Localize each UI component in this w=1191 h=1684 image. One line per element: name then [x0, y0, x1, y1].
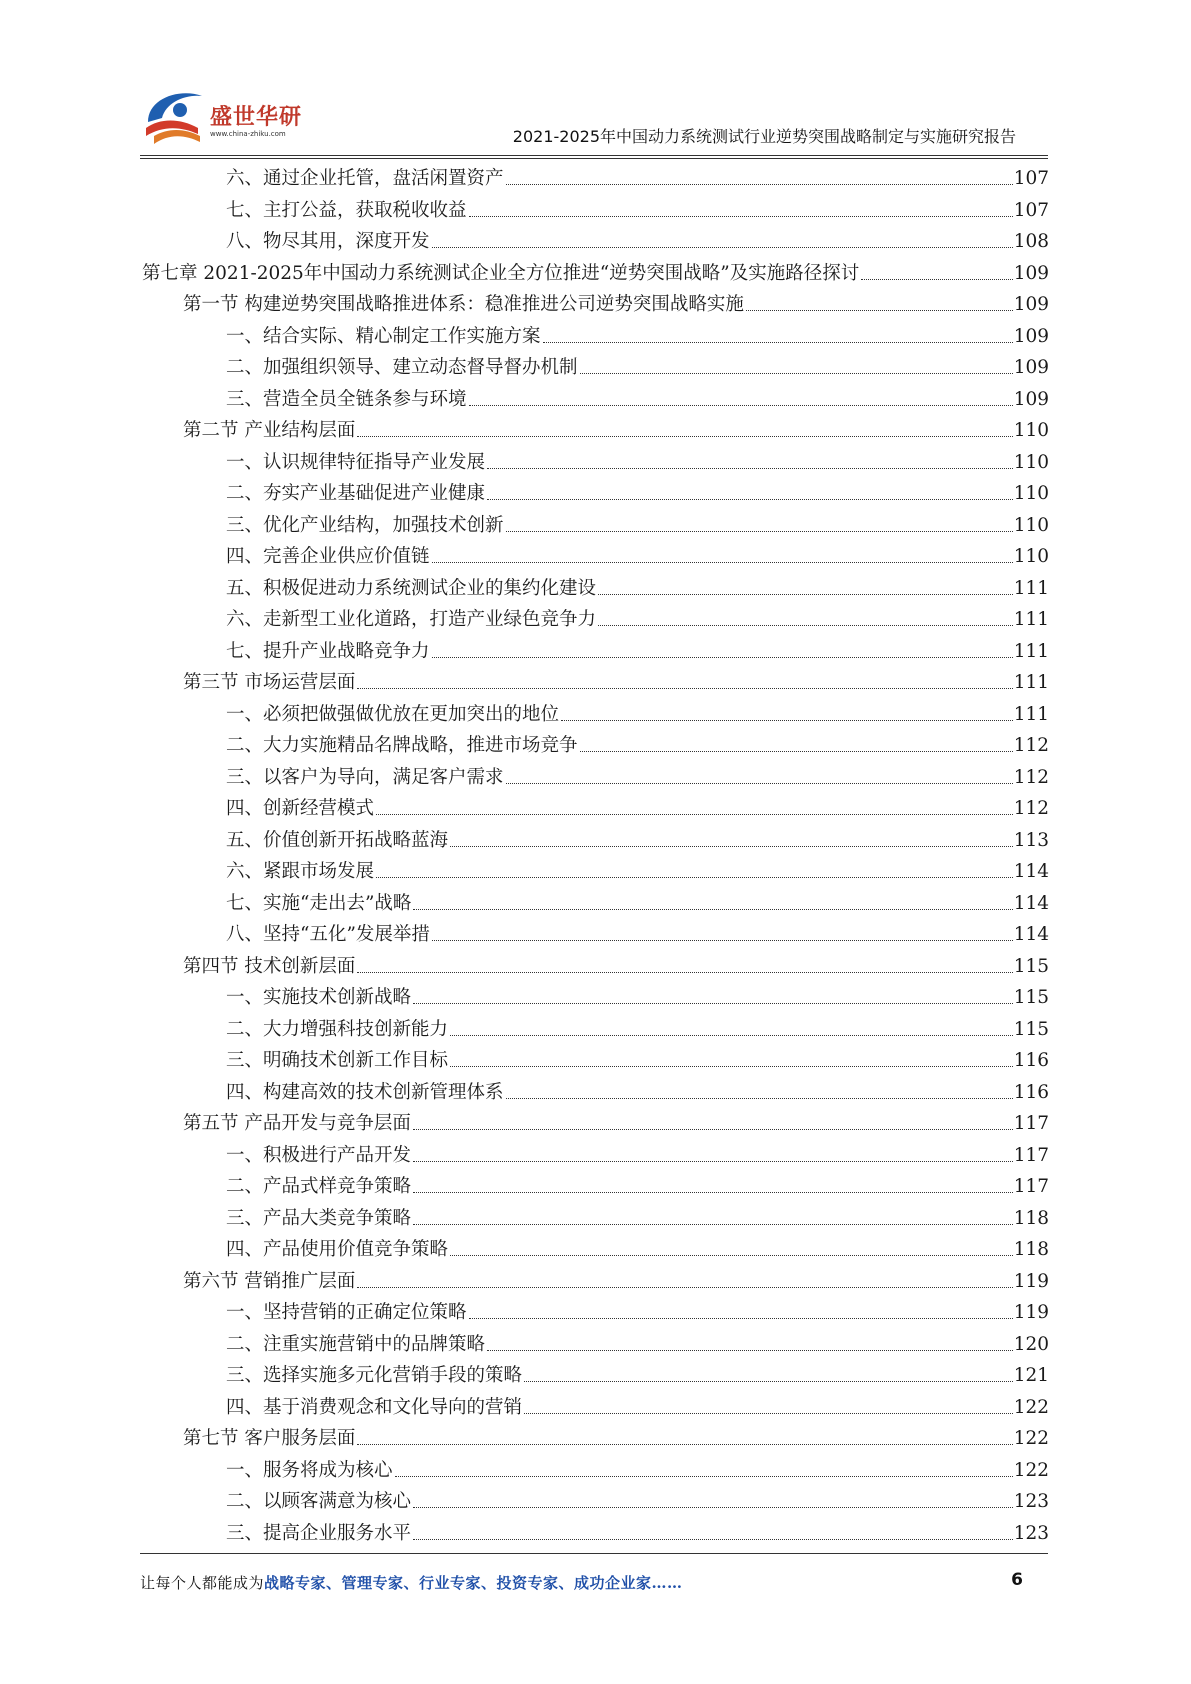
- toc-entry[interactable]: [183, 412, 1049, 442]
- toc-entry-page: 107: [1013, 199, 1049, 221]
- toc-leader-dots: [506, 531, 1013, 532]
- toc-entry[interactable]: [226, 223, 1049, 253]
- toc-entry[interactable]: [226, 318, 1049, 348]
- toc-entry-page: 123: [1013, 1522, 1049, 1544]
- toc-entry-page: 118: [1013, 1207, 1049, 1229]
- toc-entry-label: 三、优化产业结构，加强技术创新: [226, 514, 504, 536]
- toc-entry[interactable]: [226, 1137, 1049, 1167]
- toc-entry-label: 三、以客户为导向，满足客户需求: [226, 766, 504, 788]
- toc-leader-dots: [357, 688, 1012, 689]
- toc-entry[interactable]: [183, 664, 1049, 694]
- toc-entry-label: 一、坚持营销的正确定位策略: [226, 1302, 467, 1323]
- toc-entry[interactable]: [226, 916, 1049, 946]
- toc-leader-dots: [580, 373, 1013, 374]
- toc-entry-page: 111: [1013, 609, 1049, 630]
- toc-entry-label: 一、必须把做强做优放在更加突出的地位: [226, 703, 560, 725]
- toc-leader-dots: [861, 279, 1012, 280]
- toc-leader-dots: [487, 499, 1013, 500]
- toc-entry-page: 110: [1013, 451, 1049, 473]
- toc-leader-dots: [432, 562, 1013, 563]
- toc-leader-dots: [357, 1287, 1012, 1288]
- toc-entry[interactable]: [183, 1105, 1049, 1135]
- toc-entry-page: 122: [1013, 1428, 1049, 1449]
- toc-entry-label: 三、产品大类竞争策略: [226, 1207, 412, 1229]
- toc-leader-dots: [469, 1318, 1013, 1319]
- toc-entry-label: 五、价值创新开拓战略蓝海: [226, 829, 449, 851]
- toc-entry[interactable]: [226, 192, 1049, 222]
- toc-entry[interactable]: [226, 759, 1049, 789]
- toc-entry-label: 七、主打公益，获取税收收益: [226, 199, 467, 221]
- toc-entry-page: 112: [1013, 798, 1049, 819]
- toc-entry[interactable]: [226, 1011, 1049, 1041]
- toc-entry[interactable]: [226, 727, 1049, 757]
- toc-entry-page: 115: [1013, 987, 1049, 1008]
- toc-entry[interactable]: [226, 790, 1049, 820]
- toc-entry-label: 六、通过企业托管，盘活闲置资产: [226, 168, 504, 189]
- toc-entry-page: 116: [1013, 1050, 1049, 1071]
- toc-entry-label: 一、实施技术创新战略: [226, 987, 412, 1008]
- toc-entry-label: 六、紧跟市场发展: [226, 861, 375, 882]
- toc-leader-dots: [543, 342, 1013, 343]
- toc-entry-page: 110: [1013, 546, 1049, 567]
- toc-entry[interactable]: [226, 633, 1049, 663]
- toc-entry-label: 四、基于消费观念和文化导向的营销: [226, 1396, 523, 1418]
- toc-entry-label: 一、服务将成为核心: [226, 1459, 393, 1481]
- toc-entry-page: 110: [1013, 514, 1049, 536]
- toc-entry[interactable]: [183, 286, 1049, 316]
- toc-entry-label: 二、大力增强科技创新能力: [226, 1018, 449, 1040]
- toc-entry-page: 109: [1013, 357, 1049, 378]
- toc-entry-page: 109: [1013, 262, 1049, 284]
- toc-entry-page: 110: [1013, 420, 1049, 441]
- toc-leader-dots: [487, 1350, 1013, 1351]
- toc-entry-page: 117: [1013, 1144, 1049, 1166]
- toc-entry-label: 五、积极促进动力系统测试企业的集约化建设: [226, 577, 597, 599]
- toc-entry-page: 107: [1013, 168, 1049, 189]
- toc-entry-page: 123: [1013, 1491, 1049, 1512]
- toc-entry-label: 四、完善企业供应价值链: [226, 546, 430, 567]
- toc-leader-dots: [506, 783, 1013, 784]
- toc-entry-label: 二、注重实施营销中的品牌策略: [226, 1333, 486, 1355]
- toc-entry[interactable]: [226, 1294, 1049, 1324]
- toc-entry-label: 第二节 产业结构层面: [183, 420, 356, 441]
- toc-entry-label: 四、产品使用价值竞争策略: [226, 1239, 449, 1260]
- logo-url: www.china-zhiku.com: [210, 130, 286, 138]
- toc-entry[interactable]: [226, 507, 1049, 537]
- toc-entry[interactable]: [142, 255, 1049, 285]
- toc-leader-dots: [376, 814, 1013, 815]
- toc-entry[interactable]: [226, 1483, 1049, 1513]
- toc-entry-page: 116: [1013, 1081, 1049, 1103]
- report-title: 2021-2025年中国动力系统测试行业逆势突围战略制定与实施研究报告: [512, 127, 1016, 146]
- toc-entry[interactable]: [226, 853, 1049, 883]
- toc-entry[interactable]: [226, 1042, 1049, 1072]
- toc-entry-page: 121: [1013, 1365, 1049, 1386]
- toc-entry[interactable]: [226, 444, 1049, 474]
- toc-entry-label: 一、结合实际、精心制定工作实施方案: [226, 325, 541, 347]
- toc-entry-page: 110: [1013, 483, 1049, 504]
- toc-entry-page: 115: [1013, 1018, 1049, 1040]
- toc-leader-dots: [413, 1161, 1013, 1162]
- toc-entry[interactable]: [226, 1074, 1049, 1104]
- toc-leader-dots: [413, 1539, 1013, 1540]
- toc-entry[interactable]: [226, 979, 1049, 1009]
- toc-entry-label: 第七章 2021-2025年中国动力系统测试企业全方位推进“逆势突围战略”及实施路径探讨: [142, 262, 860, 284]
- header-divider-thin: [140, 158, 1048, 159]
- toc-leader-dots: [450, 1066, 1013, 1067]
- toc-entry[interactable]: [226, 570, 1049, 600]
- toc-entry-page: 122: [1013, 1396, 1049, 1418]
- toc-entry[interactable]: [226, 1231, 1049, 1261]
- toc-entry-page: 119: [1013, 1270, 1049, 1292]
- toc-leader-dots: [746, 310, 1013, 311]
- toc-entry-page: 122: [1013, 1459, 1049, 1481]
- toc-leader-dots: [357, 1444, 1012, 1445]
- toc-entry-page: 117: [1013, 1176, 1049, 1197]
- toc-entry[interactable]: [183, 948, 1049, 978]
- toc-entry-label: 三、明确技术创新工作目标: [226, 1050, 449, 1071]
- toc-entry-label: 第六节 营销推广层面: [183, 1270, 356, 1292]
- toc-entry[interactable]: [226, 601, 1049, 631]
- toc-entry[interactable]: [183, 1420, 1049, 1450]
- toc-entry[interactable]: [226, 349, 1049, 379]
- toc-leader-dots: [469, 405, 1013, 406]
- toc-entry-page: 118: [1013, 1239, 1049, 1260]
- toc-entry[interactable]: [226, 822, 1049, 852]
- toc-leader-dots: [432, 247, 1013, 248]
- toc-entry-page: 112: [1013, 766, 1049, 788]
- toc-leader-dots: [450, 1035, 1013, 1036]
- toc-leader-dots: [413, 909, 1012, 910]
- toc-entry[interactable]: [183, 1263, 1049, 1293]
- toc-leader-dots: [524, 1413, 1013, 1414]
- toc-leader-dots: [395, 1476, 1013, 1477]
- toc-entry[interactable]: [226, 1326, 1049, 1356]
- toc-entry-label: 三、提高企业服务水平: [226, 1522, 412, 1544]
- toc-leader-dots: [487, 468, 1013, 469]
- toc-leader-dots: [580, 751, 1013, 752]
- toc-entry-label: 第一节 构建逆势突围战略推进体系：稳准推进公司逆势突围战略实施: [183, 294, 744, 315]
- toc-leader-dots: [413, 1224, 1013, 1225]
- toc-entry[interactable]: [226, 1389, 1049, 1419]
- footer-slogan-prefix: 让每个人都能成为: [140, 1574, 265, 1592]
- toc-leader-dots: [432, 940, 1013, 941]
- toc-entry-page: 114: [1013, 924, 1049, 945]
- logo-text: 盛世华研: [210, 105, 303, 130]
- toc-entry-page: 114: [1013, 861, 1049, 882]
- toc-entry-label: 四、创新经营模式: [226, 798, 375, 819]
- toc-entry-page: 111: [1013, 703, 1049, 725]
- toc-entry-page: 120: [1013, 1333, 1049, 1355]
- toc-entry-page: 109: [1013, 388, 1049, 410]
- toc-entry-label: 二、夯实产业基础促进产业健康: [226, 483, 486, 504]
- toc-entry[interactable]: [226, 1515, 1049, 1545]
- toc-entry-page: 111: [1013, 672, 1049, 693]
- toc-entry[interactable]: [226, 1200, 1049, 1230]
- toc-entry[interactable]: [226, 538, 1049, 568]
- toc-entry-label: 第三节 市场运营层面: [183, 672, 356, 693]
- footer-slogan-highlight: 战略专家、管理专家、行业专家、投资专家、成功企业家……: [264, 1574, 683, 1592]
- toc-entry-page: 112: [1013, 735, 1049, 756]
- toc-entry-page: 111: [1013, 640, 1049, 662]
- toc-entry-label: 第五节 产品开发与竞争层面: [183, 1113, 411, 1134]
- toc-leader-dots: [598, 594, 1013, 595]
- header-divider: [140, 155, 1048, 156]
- toc-entry-label: 第七节 客户服务层面: [183, 1428, 356, 1449]
- toc-entry-label: 二、产品式样竞争策略: [226, 1176, 412, 1197]
- toc-entry-label: 三、选择实施多元化营销手段的策略: [226, 1365, 523, 1386]
- toc-entry-page: 109: [1013, 294, 1049, 315]
- toc-leader-dots: [598, 625, 1013, 626]
- toc-entry[interactable]: [226, 885, 1049, 915]
- toc-entry[interactable]: [226, 475, 1049, 505]
- toc-entry-label: 一、积极进行产品开发: [226, 1144, 412, 1166]
- toc-entry-label: 三、营造全员全链条参与环境: [226, 388, 467, 410]
- toc-entry[interactable]: [226, 1452, 1049, 1482]
- toc-leader-dots: [524, 1381, 1013, 1382]
- toc-entry-label: 二、以顾客满意为核心: [226, 1491, 412, 1512]
- toc-entry-page: 117: [1013, 1113, 1049, 1134]
- toc-entry[interactable]: [226, 1357, 1049, 1387]
- toc-entry[interactable]: [226, 381, 1049, 411]
- toc-leader-dots: [432, 657, 1013, 658]
- toc-leader-dots: [561, 720, 1013, 721]
- toc-leader-dots: [413, 1507, 1013, 1508]
- toc-entry-page: 119: [1013, 1302, 1049, 1323]
- toc-entry-label: 八、坚持“五化”发展举措: [226, 924, 430, 945]
- toc-entry-label: 七、提升产业战略竞争力: [226, 640, 430, 662]
- toc-entry-page: 115: [1013, 955, 1049, 977]
- toc-leader-dots: [506, 184, 1013, 185]
- toc-entry-page: 113: [1013, 829, 1049, 851]
- toc-leader-dots: [450, 846, 1013, 847]
- toc-entry-page: 114: [1013, 892, 1049, 914]
- footer-slogan: [140, 1572, 683, 1593]
- toc-entry[interactable]: [226, 696, 1049, 726]
- page-number: 6: [1011, 1570, 1023, 1590]
- toc-leader-dots: [413, 1129, 1013, 1130]
- toc-entry-page: 109: [1013, 325, 1049, 347]
- toc-leader-dots: [357, 436, 1012, 437]
- toc-leader-dots: [413, 1003, 1013, 1004]
- toc-leader-dots: [357, 972, 1012, 973]
- toc-entry-page: 108: [1013, 231, 1049, 252]
- toc-leader-dots: [506, 1098, 1013, 1099]
- toc-entry-label: 八、物尽其用，深度开发: [226, 231, 430, 252]
- toc-entry-page: 111: [1013, 577, 1049, 599]
- toc-leader-dots: [450, 1255, 1013, 1256]
- toc-entry-label: 第四节 技术创新层面: [183, 955, 356, 977]
- toc-entry[interactable]: [226, 1168, 1049, 1198]
- toc-leader-dots: [469, 216, 1013, 217]
- toc-entry-label: 二、加强组织领导、建立动态督导督办机制: [226, 357, 578, 378]
- toc-entry-label: 七、实施“走出去”战略: [226, 892, 412, 914]
- toc-leader-dots: [413, 1192, 1013, 1193]
- footer-divider: [140, 1553, 1048, 1554]
- toc-entry-label: 六、走新型工业化道路，打造产业绿色竞争力: [226, 609, 597, 630]
- toc-entry-label: 四、构建高效的技术创新管理体系: [226, 1081, 504, 1103]
- toc-entry[interactable]: [226, 160, 1049, 190]
- toc-entry-label: 二、大力实施精品名牌战略，推进市场竞争: [226, 735, 578, 756]
- toc-entry-label: 一、认识规律特征指导产业发展: [226, 451, 486, 473]
- toc-leader-dots: [376, 877, 1013, 878]
